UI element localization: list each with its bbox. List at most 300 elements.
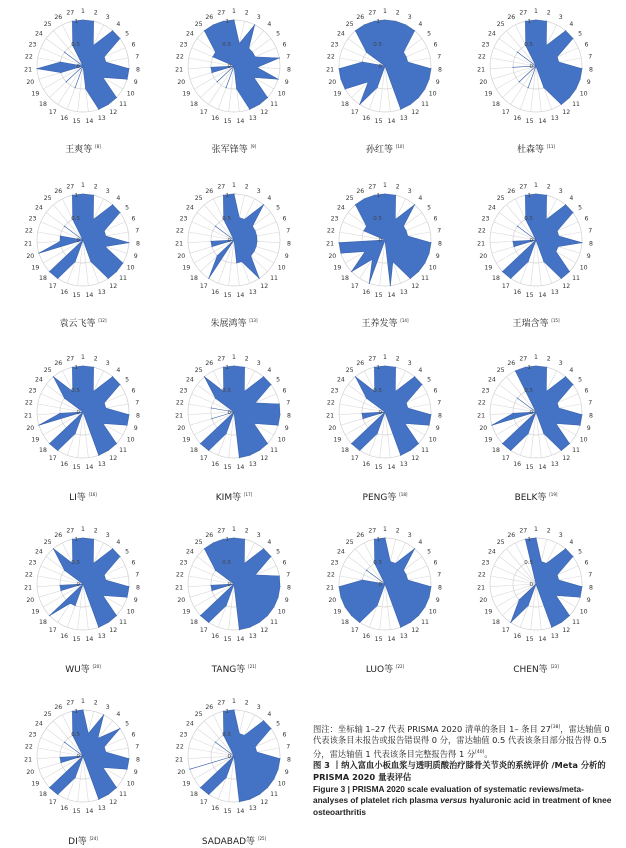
radar-data-point [82,239,83,240]
radar-data-point [119,384,120,385]
radar-axis-label: 17 [48,109,57,117]
radar-axis-label: 2 [244,699,249,707]
radar-axis-label: 23 [179,41,188,49]
radar-data-point [541,561,542,562]
radar-data-point [535,19,536,20]
radar-data-point [407,579,408,580]
radar-data-point [581,242,582,243]
radar-axis-label: 13 [399,114,408,122]
radar-axis-label: 25 [345,21,354,29]
radar-axis-label: 1 [81,182,85,190]
radar-data-point [279,403,280,404]
radar-data-point [241,261,242,262]
panel-label [310,662,460,675]
radar-axis-label: 25 [194,367,203,375]
radar-ring-label: 1 [527,193,531,199]
radar-data-point [215,52,216,53]
radar-axis-label: 13 [399,460,408,468]
radar-axis-label: 9 [435,424,440,432]
radar-data-point [116,97,117,98]
radar-axis-label: 26 [205,532,214,540]
radar-data-point [249,799,250,800]
radar-ring-label: 0.5 [524,216,533,222]
radar-data-point [128,242,129,243]
radar-data-point [244,539,245,540]
radar-axis-label: 19 [333,90,342,98]
radar-axis-label: 15 [525,291,534,299]
radar-axis-label: 26 [356,360,365,368]
radar-axis-label: 26 [205,188,214,196]
radar-axis-label: 19 [182,608,191,616]
radar-axis-label: 26 [54,14,63,22]
radar-data-point [362,418,363,419]
radar-axis-label: 6 [131,387,136,395]
radar-axis-label: 20 [177,78,186,86]
radar-data-point [535,193,536,194]
radar-axis-label: 13 [248,114,257,122]
panel-reference: [12] [98,318,107,323]
radar-axis-label: 20 [479,78,488,86]
radar-data-point [98,455,99,456]
radar-panel [320,175,450,305]
radar-data-point [75,433,76,434]
radar-data-point [414,376,415,377]
radar-data-point [400,109,401,110]
radar-axis-label: 12 [260,283,269,291]
radar-axis-label: 25 [496,367,505,375]
radar-axis-label: 15 [72,807,81,815]
radar-data-point [112,548,113,549]
radar-data-point [38,253,39,254]
radar-data-point [390,285,391,286]
radar-data-point [259,104,260,105]
radar-data-point [53,548,54,549]
radar-axis-label: 18 [492,618,500,626]
radar-ring-label: 0.5 [524,560,533,566]
radar-axis-label: 7 [588,399,593,407]
radar-axis-label: 16 [211,114,220,122]
radar-axis-label: 11 [421,446,429,454]
radar-axis-label: 23 [330,215,339,223]
radar-axis-label: 20 [328,596,337,604]
radar-axis-label: 25 [194,195,203,203]
radar-axis-label: 19 [31,780,40,788]
radar-axis-label: 8 [588,66,593,74]
radar-data-point [82,537,83,538]
radar-ring-label: 0 [529,410,533,416]
radar-axis-label: 13 [97,804,106,812]
radar-axis-label: 27 [368,9,377,17]
radar-axis-label: 17 [501,283,510,291]
radar-axis-label: 2 [244,355,249,363]
radar-axis-label: 4 [116,21,121,29]
radar-axis-label: 26 [356,14,365,22]
radar-axis-label: 25 [496,195,505,203]
radar-axis-label: 18 [39,618,47,626]
radar-data-point [558,61,559,62]
radar-data-point [38,425,39,426]
radar-axis-label: 24 [487,376,496,384]
radar-data-point [104,246,105,247]
radar-data-point [211,246,212,247]
radar-data-point [384,365,385,366]
radar-axis-label: 16 [362,288,371,296]
radar-axis-label: 9 [133,424,138,432]
radar-axis-label: 14 [236,291,245,299]
radar-data-point [72,367,73,368]
radar-axis-label: 21 [477,584,486,592]
radar-axis-label: 5 [276,376,281,384]
radar-data-point [351,271,352,272]
radar-axis-label: 27 [368,355,377,363]
radar-data-point [200,615,201,616]
radar-data-point [72,21,73,22]
panel-label [461,490,611,503]
radar-data-point [525,367,526,368]
radar-axis-label: 8 [437,66,442,74]
radar-data-point [64,52,65,53]
radar-axis-label: 16 [60,804,69,812]
radar-data-point [561,622,562,623]
radar-axis-label: 15 [525,117,534,125]
radar-axis-label: 10 [579,264,588,272]
radar-data-point [252,52,253,53]
radar-data-point [57,278,58,279]
radar-data-point [364,251,365,252]
caption-note-end: 。 [484,748,493,759]
radar-data-point [535,365,536,366]
radar-axis-label: 14 [538,463,547,471]
radar-axis-label: 24 [185,376,194,384]
panel-label [310,142,460,155]
radar-axis-label: 24 [34,30,43,38]
radar-data-point [270,556,271,557]
radar-ring-label: 0.5 [71,388,80,394]
radar-axis-label: 16 [60,460,69,468]
radar-axis-label: 20 [328,252,337,260]
radar-axis-label: 22 [24,399,33,407]
radar-ring-label: 0.5 [222,42,231,48]
radar-axis-label: 11 [421,274,429,282]
radar-ring-label: 0 [76,410,80,416]
radar-axis-label: 18 [190,100,198,108]
panel-label [159,142,309,155]
radar-data-point [108,450,109,451]
radar-axis-label: 27 [217,527,226,535]
radar-ring-label: 0.5 [71,732,80,738]
radar-axis-label: 19 [31,90,40,98]
radar-axis-label: 10 [126,608,135,616]
radar-axis-label: 11 [421,100,429,108]
radar-data-point [249,627,250,628]
radar-axis-label: 17 [48,799,57,807]
radar-axis-label: 1 [383,526,387,534]
radar-data-point [565,204,566,205]
radar-axis-label: 8 [135,756,140,764]
radar-series-area [492,366,582,450]
radar-data-point [579,597,580,598]
radar-axis-label: 3 [558,188,563,196]
radar-ring-label: 0.5 [71,560,80,566]
radar-axis-label: 11 [572,446,580,454]
radar-axis-label: 8 [135,240,140,248]
radar-axis-label: 11 [572,618,580,626]
radar-axis-label: 19 [31,608,40,616]
radar-ring-label: 1 [74,709,78,715]
radar-data-point [64,398,65,399]
radar-data-point [112,204,113,205]
radar-ring-label: 1 [74,365,78,371]
radar-axis-label: 16 [513,114,522,122]
radar-axis-label: 20 [479,252,488,260]
radar-axis-label: 20 [479,424,488,432]
radar-axis-label: 11 [270,446,278,454]
radar-data-point [239,801,240,802]
radar-data-point [236,262,237,263]
radar-data-point [263,548,264,549]
radar-axis-label: 16 [211,460,220,468]
radar-data-point [535,411,536,412]
radar-data-point [104,56,105,57]
radar-axis-label: 20 [328,78,337,86]
radar-data-point [200,787,201,788]
radar-axis-label: 12 [260,627,269,635]
radar-data-point [97,738,98,739]
radar-axis-label: 12 [109,799,118,807]
radar-data-point [502,271,503,272]
radar-axis-label: 4 [418,195,423,203]
radar-axis-label: 27 [519,183,528,191]
radar-axis-label: 14 [538,635,547,643]
radar-data-point [66,81,67,82]
radar-panel [18,175,148,305]
radar-data-point [267,615,268,616]
radar-axis-label: 2 [93,699,98,707]
panel-author: 王爽等 [65,145,93,155]
radar-axis-label: 7 [135,399,140,407]
radar-data-point [119,212,120,213]
radar-data-point [340,253,341,254]
radar-axis-label: 10 [579,90,588,98]
radar-axis-label: 3 [105,188,110,196]
radar-axis-label: 9 [284,596,289,604]
radar-data-point [340,79,341,80]
caption-note-text: 图注：坐标轴 1–27 代表 PRISMA 2020 清单的条目 1– 条目 27 [313,723,551,734]
radar-ring-label: 1 [527,537,531,543]
radar-axis-label: 21 [175,584,184,592]
radar-data-point [384,411,385,412]
radar-data-point [374,195,375,196]
radar-axis-label: 16 [60,632,69,640]
panel-reference: [13] [249,318,258,323]
radar-axis-label: 15 [223,635,232,643]
radar-axis-label: 13 [248,460,257,468]
radar-axis-label: 21 [326,412,335,420]
radar-data-point [244,367,245,368]
radar-data-point [579,79,580,80]
radar-data-point [368,81,369,82]
radar-data-point [405,24,406,25]
radar-axis-label: 14 [387,291,396,299]
radar-axis-label: 13 [97,114,106,122]
radar-data-point [510,622,511,623]
radar-data-point [250,255,251,256]
radar-data-point [395,195,396,196]
radar-data-point [406,56,407,57]
radar-ring-label: 0.5 [222,560,231,566]
radar-axis-label: 18 [341,274,349,282]
radar-data-point [546,195,547,196]
radar-data-point [211,418,212,419]
radar-axis-label: 23 [481,387,490,395]
radar-axis-label: 12 [411,455,420,463]
radar-axis-label: 1 [232,354,236,362]
radar-axis-label: 8 [286,584,291,592]
radar-data-point [233,583,234,584]
radar-axis-label: 23 [179,387,188,395]
radar-data-point [60,762,61,763]
radar-axis-label: 14 [538,117,547,125]
radar-data-point [36,68,37,69]
radar-axis-label: 7 [286,571,291,579]
radar-data-point [364,198,365,199]
radar-data-point [369,283,370,284]
radar-axis-label: 24 [336,376,345,384]
radar-axis-label: 2 [93,183,98,191]
radar-data-point [233,65,234,66]
radar-axis-label: 15 [72,463,81,471]
radar-data-point [572,38,573,39]
radar-axis-label: 6 [433,559,438,567]
radar-axis-label: 10 [277,264,286,272]
radar-axis-label: 9 [133,596,138,604]
radar-data-point [512,413,513,414]
radar-data-point [384,65,385,66]
radar-data-point [270,384,271,385]
radar-axis-label: 16 [513,632,522,640]
radar-axis-label: 24 [185,204,194,212]
radar-data-point [239,733,240,734]
radar-axis-label: 6 [584,215,589,223]
radar-axis-label: 5 [276,204,281,212]
radar-data-point [502,443,503,444]
radar-axis-label: 14 [236,463,245,471]
radar-axis-label: 5 [125,204,130,212]
radar-data-point [248,48,249,49]
radar-ring-label: 0 [378,582,382,588]
radar-data-point [572,212,573,213]
radar-data-point [259,622,260,623]
radar-axis-label: 2 [395,355,400,363]
radar-axis-label: 22 [477,571,486,579]
radar-data-point [424,262,425,263]
radar-axis-label: 26 [507,14,516,22]
radar-data-point [256,751,257,752]
radar-data-point [223,21,224,22]
radar-data-point [558,235,559,236]
caption-note-ref: [38] [550,725,561,730]
radar-data-point [407,407,408,408]
radar-axis-label: 21 [477,66,486,74]
radar-axis-label: 12 [562,283,571,291]
radar-data-point [363,230,364,231]
radar-data-point [254,24,255,25]
radar-axis-label: 2 [93,355,98,363]
radar-axis-label: 6 [584,41,589,49]
radar-data-point [239,43,240,44]
radar-data-point [255,402,256,403]
radar-data-point [430,586,431,587]
radar-axis-label: 6 [131,559,136,567]
radar-data-point [59,585,60,586]
radar-axis-label: 2 [546,355,551,363]
radar-data-point [75,87,76,88]
panel-reference: [18] [399,492,408,497]
radar-data-point [277,769,278,770]
radar-data-point [82,19,83,20]
radar-axis-label: 16 [60,288,69,296]
panel-label [8,142,158,155]
radar-axis-label: 6 [584,387,589,395]
radar-data-point [395,21,396,22]
radar-ring-label: 1 [527,365,531,371]
radar-axis-label: 6 [131,731,136,739]
radar-data-point [519,599,520,600]
radar-data-point [116,615,117,616]
radar-data-point [515,370,516,371]
radar-data-point [215,742,216,743]
radar-data-point [263,204,264,205]
radar-axis-label: 13 [97,288,106,296]
radar-axis-label: 6 [433,215,438,223]
radar-axis-label: 5 [125,376,130,384]
radar-data-point [253,251,254,252]
radar-data-point [223,539,224,540]
radar-data-point [414,204,415,205]
radar-data-point [561,278,562,279]
radar-ring-label: 1 [74,537,78,543]
caption-note [313,722,618,760]
radar-data-point [338,242,339,243]
radar-axis-label: 15 [374,291,383,299]
radar-data-point [418,443,419,444]
radar-data-point [128,414,129,415]
radar-axis-label: 13 [399,288,408,296]
radar-axis-label: 11 [270,790,278,798]
radar-axis-label: 13 [550,114,559,122]
radar-axis-label: 7 [588,227,593,235]
radar-data-point [204,548,205,549]
radar-axis-label: 22 [175,743,184,751]
radar-data-point [510,278,511,279]
radar-axis-label: 14 [85,807,94,815]
radar-axis-label: 1 [534,8,538,16]
radar-data-point [581,586,582,587]
radar-data-point [255,246,256,247]
radar-axis-label: 17 [199,109,208,117]
panel-author: LUO等 [365,665,394,675]
radar-panel [471,519,601,649]
radar-data-point [236,88,237,89]
radar-axis-label: 5 [578,548,583,556]
radar-axis-label: 6 [282,559,287,567]
radar-data-point [565,548,566,549]
radar-ring-label: 0.5 [222,732,231,738]
panel-reference: [11] [546,144,556,149]
radar-data-point [98,627,99,628]
radar-axis-label: 1 [81,698,85,706]
radar-ring-label: 1 [74,193,78,199]
